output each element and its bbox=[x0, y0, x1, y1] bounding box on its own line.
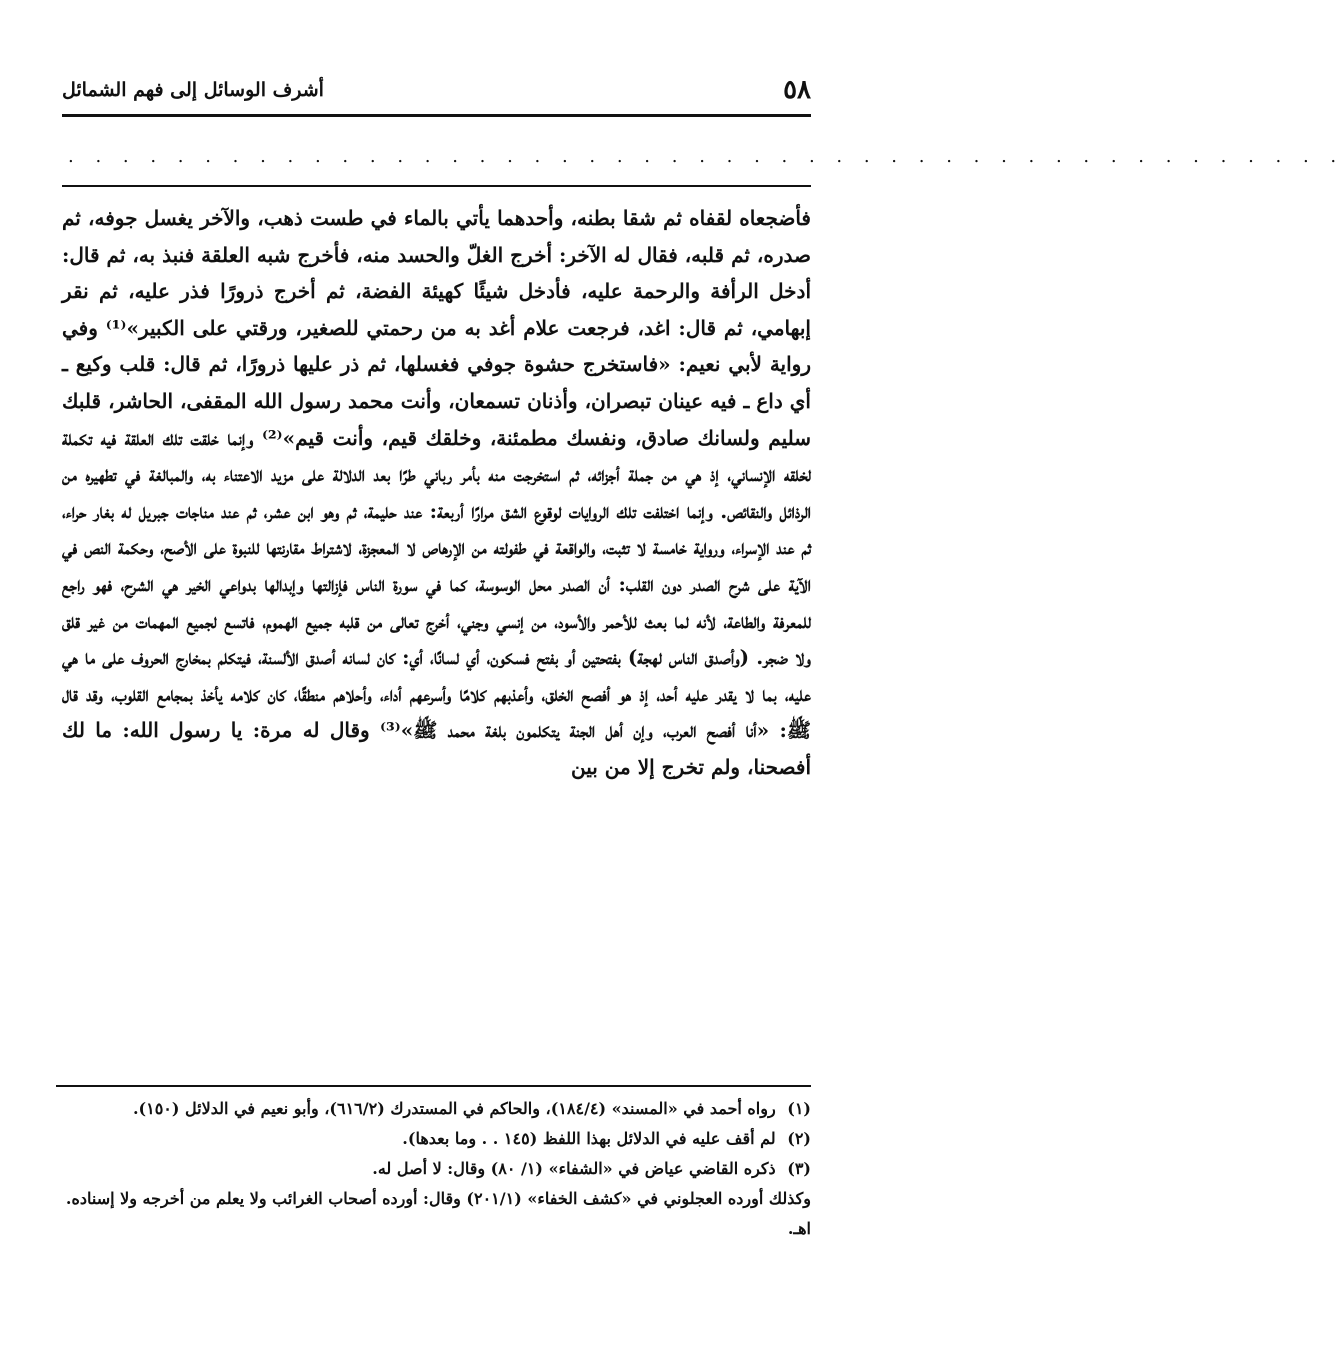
footnote-number: (١) bbox=[787, 1099, 811, 1118]
header-rule bbox=[62, 114, 811, 117]
footnote-3-continuation bbox=[62, 1184, 811, 1244]
main-text-part-1: فأضجعاه لقفاه ثم شقا بطنه، وأحدهما يأتي بالماء في طست ذهب، والآخر يغسل جوفه، ثم صدره، ثم قلبه، فقال له الآخر: أخرج الغلّ والحسد منه، فأخرج شبه العلقة فنبذ به، ثم قال: أدخل الرأفة والرحمة عليه، فأدخل شيئًا كهيئة الفضة، ثم أخرج ذرورًا فذر عليه، ثم نقر إبهامي، ثم قال: اغد، فرجعت علام أغد به من رحمتي للصغير، ورقتي على الكبير»⁽¹⁾ وفي رواية لأبي نعيم: «فاستخرج حشوة جوفي فغسلها، ثم ذر عليها ذرورًا، ثم قال: قلب وكيع ـ أي داع ـ فيه عينان تبصران، وأذنان تسمعان، وأنت محمد رسول الله المقفى، الحاشر، قلبك سليم ولسانك صادق، ونفسك مطمئنة، وخلقك قيم، وأنت قيم»⁽²⁾ وإنما خلقت تلك العلقة فيه تكملة لخلقه الإنساني، إذ هي من جملة أجزائه، ثم استخرجت منه بأمر رباني طرًا بعد الدلالة على مزيد الاعتناء به، والمبالغة في تطهيره من الرذائل والنقائص. وإنما اختلفت تلك الروايات لوقوع الشق مرارًا أربعة: عند حليمة، ثم وهو ابن عشر، ثم عند مناجات جبريل له بغار حراء، ثم عند الإسراء، ورواية خامسة لا تثبت، والواقعة في طفولته من الإرهاص لا المعجزة، لاشتراط مقارنتها للنبوة على الأصح، وحكمة النص في الآية على شرح الصدر دون القلب: أن الصدر محل الوسوسة، كما في سورة الناس فإزالتها وإبدالها بدواعي الخير هي الشرح، فهو راجع للمعرفة والطاعة، لأنه لما بعث للأحمر والأسود، من إنسي وجني، أخرج تعالى من قلبه جميع الهموم، فاتسع لجميع المهمات من غير قلق ولا ضجر. bbox=[62, 206, 811, 670]
footnote-text: وكذلك أورده العجلوني في «كشف الخفاء» (٢٠١/١) وقال: أورده أصحاب الغرائب ولا يعلم من أخرجه ولا إسناده. اهـ. bbox=[65, 1189, 811, 1238]
main-text bbox=[62, 200, 811, 1085]
footnote-1 bbox=[62, 1094, 811, 1124]
highlighted-phrase: (وأصدق الناس لهجة) bbox=[627, 645, 750, 670]
footnote-text: لم أقف عليه في الدلائل بهذا اللفظ (١٤٥ . . وما بعدها). bbox=[402, 1129, 776, 1148]
footnote-number: (٣) bbox=[787, 1159, 811, 1178]
running-title: أشرف الوسائل إلى فهم الشمائل bbox=[62, 79, 324, 101]
footnotes bbox=[62, 1094, 811, 1334]
separator-dots: . . . . . . . . . . . . . . . . . . . . . . . . . . . . . . . . . . . . . . . . . . . . . . . bbox=[68, 146, 1344, 167]
page-header bbox=[62, 70, 811, 110]
footnote-number: (٢) bbox=[787, 1129, 811, 1148]
footnote-text: رواه أحمد في «المسند» (١٨٤/٤)، والحاكم في المستدرك (٦١٦/٢)، وأبو نعيم في الدلائل (١٥٠). bbox=[132, 1099, 776, 1118]
main-text-part-2: بفتحتين أو بفتح فسكون، أي لسانًا، أي: كان لسانه أصدق الألسنة، فيتكلم بمخارج الحروف على ما هي عليه، بما لا يقدر عليه أحد، إذ هو أفصح الخلق، وأعذبهم كلامًا وأسرعهم أداء، وأحلاهم منطقًا، كان كلامه يأخذ بمجامع القلوب، وقد قال ﷺ: «أنا أفصح العرب، وإن أهل الجنة يتكلمون بلغة محمد ﷺ»⁽³⁾ وقال له مرة: يا رسول الله: ما لك أفصحنا، ولم تخرج إلا من بين bbox=[62, 645, 811, 779]
footnote-text: ذكره القاضي عياض في «الشفاء» (١/ ٨٠) وقال: لا أصل له. bbox=[372, 1159, 776, 1178]
page-number: ٥٨ bbox=[783, 75, 811, 105]
footnote-rule bbox=[56, 1085, 811, 1087]
section-rule bbox=[62, 185, 811, 187]
footnote-2 bbox=[62, 1124, 811, 1154]
footnote-3 bbox=[62, 1154, 811, 1184]
